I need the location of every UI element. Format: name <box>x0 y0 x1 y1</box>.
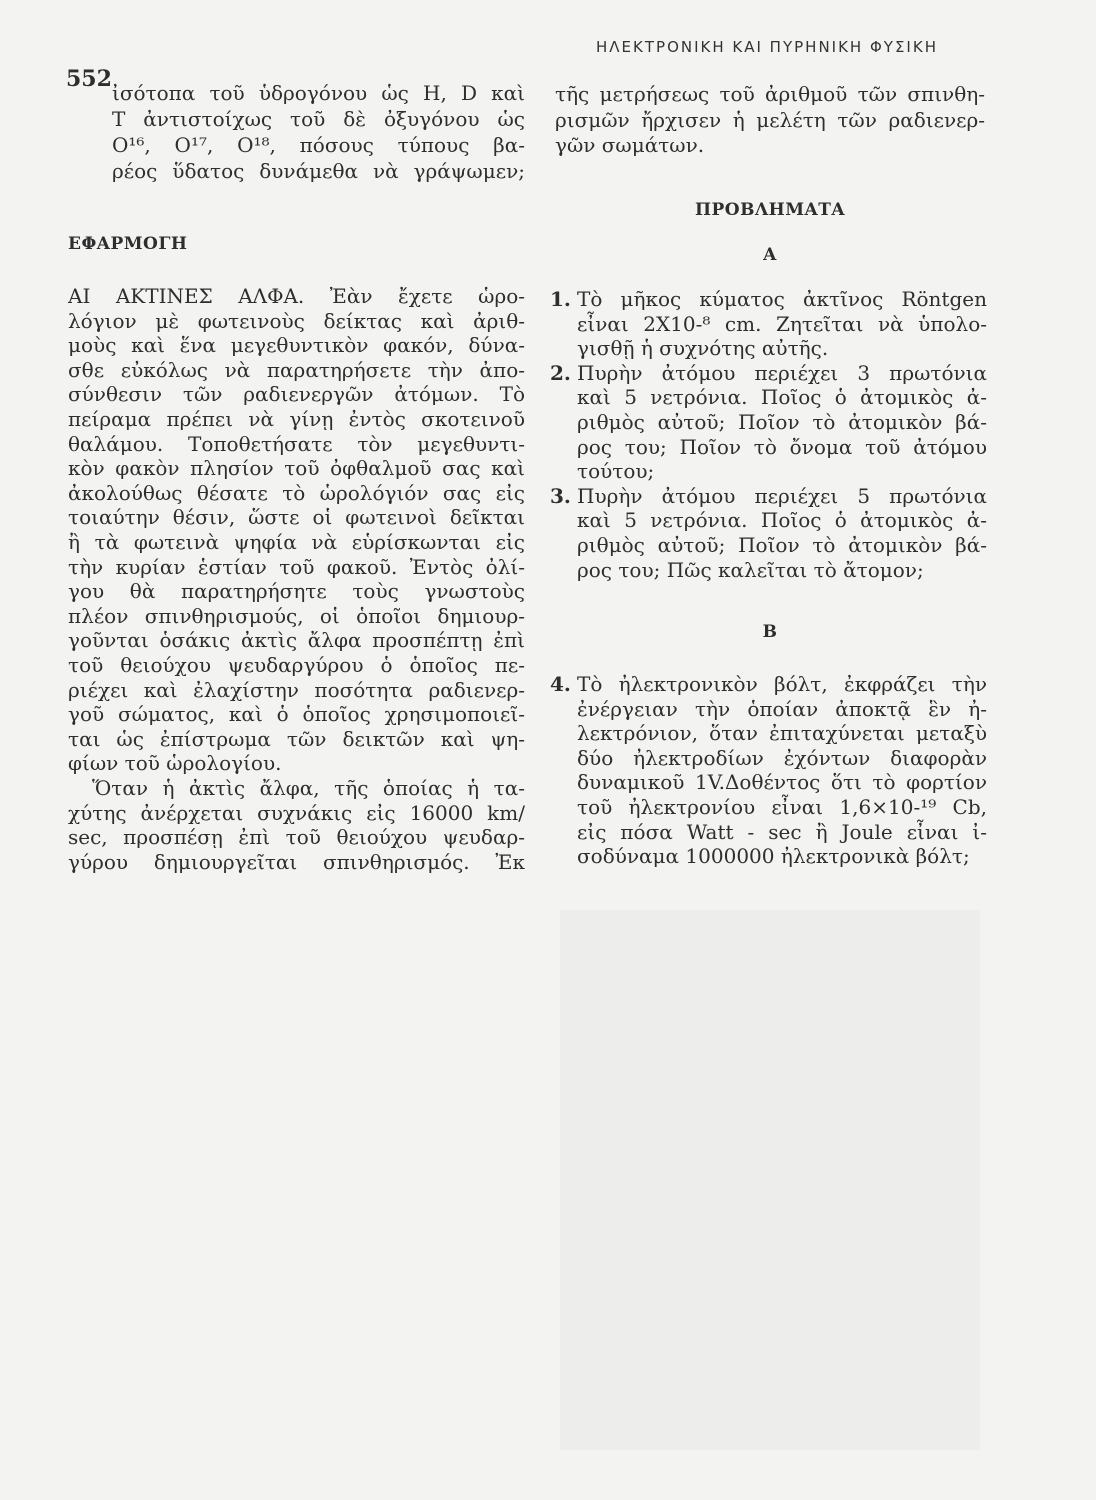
text-line: ἀκολούθως θέσατε τὸ ὡρολόγιόν σας εἰς <box>68 480 525 505</box>
text-line: γου θὰ παρατηρήσητε τοὺς γνωστοὺς <box>68 579 525 604</box>
text-line: τοῦ θειούχου ψευδαργύρου ὁ ὁποῖος πε- <box>68 652 525 677</box>
text-line: sec, προσπέσῃ ἐπὶ τοῦ θειούχου ψευδαρ- <box>68 825 525 850</box>
text-line: φίων τοῦ ὡρολογίου. <box>68 751 282 776</box>
text-line: τοῦ ἠλεκτρονίου εἶναι 1,6×10-¹⁹ Cb, <box>577 794 987 819</box>
text-line: τὴν κυρίαν ἑστίαν τοῦ φακοῦ. Ἐντὸς ὀλί- <box>68 554 525 579</box>
text-line: Τὸ ἠλεκτρονικὸν βόλτ, ἐκφράζει τὴν <box>577 672 987 696</box>
text-line: δυναμικοῦ 1V.Δοθέντος ὅτι τὸ φορτίον <box>577 770 987 795</box>
text-line: εἶναι 2X10-⁸ cm. Ζητεῖται νὰ ὑπολο- <box>577 311 987 336</box>
text-line: Ὅταν ἡ ἀκτὶς ἄλφα, τῆς ὁποίας ἡ τα- <box>92 776 525 800</box>
text-line: τῆς μετρήσεως τοῦ ἀριθμοῦ τῶν σπινθη- <box>555 82 985 106</box>
problems-group-a <box>550 287 987 582</box>
text-line: O¹⁶, O¹⁷, O¹⁸, πόσους τύπους βα- <box>112 133 525 157</box>
text-line: ρος του; Πῶς καλεῖται τὸ ἄτομον; <box>577 557 924 582</box>
text-line: τοιαύτην θέσιν, ὥστε οἱ φωτεινοὶ δεῖκται <box>68 505 525 530</box>
text-line: λεκτρόνιον, ὅταν ἐπιταχύνεται μεταξὺ <box>577 721 987 746</box>
text-line: γοῦ σώματος, καὶ ὁ ὁποῖος χρησιμοποιεῖ- <box>68 702 525 727</box>
text-line: T ἀντιστοίχως τοῦ δὲ ὀξυγόνου ὡς <box>112 107 525 131</box>
text-line: γῶν σωμάτων. <box>555 133 705 157</box>
text-line: ΑΙ ΑΚΤΙΝΕΣ ΑΛΦΑ. Ἐὰν ἔχετε ὡρο- <box>68 284 525 308</box>
text-line: τούτου; <box>577 459 655 484</box>
problem-item <box>550 287 987 361</box>
group-a-label: Α <box>763 245 777 265</box>
text-line: χύτης ἀνέρχεται συχνάκις εἰς 16000 km/ <box>68 800 525 825</box>
text-line: ρος του; Ποῖον τὸ ὄνομα τοῦ ἀτόμου <box>577 434 987 459</box>
problem-number: 1. <box>550 287 571 311</box>
text-line: ἰσότοπα τοῦ ὑδρογόνου ὡς H, D καὶ <box>112 81 525 105</box>
problem-item <box>550 672 987 869</box>
problem-number: 3. <box>550 483 571 508</box>
text-line: σοδύναμα 1000000 ἠλεκτρονικὰ βόλτ; <box>577 844 970 869</box>
group-b-label: Β <box>762 622 778 642</box>
text-line: εἰς πόσα Watt - sec ἢ Joule εἶναι ἰ- <box>577 819 987 844</box>
text-line: θαλάμου. Τοποθετήσατε τὸν μεγεθυντι- <box>68 431 525 456</box>
text-line: γισθῇ ἡ συχνότης αὐτῆς. <box>577 336 829 361</box>
paragraph-alpha-rays <box>68 284 525 776</box>
text-line: ἢ τὰ φωτεινὰ ψηφία νὰ εὑρίσκωνται εἰς <box>68 529 525 554</box>
text-line: Τὸ μῆκος κύματος ἀκτῖνος Röntgen <box>577 287 987 311</box>
problem-number: 2. <box>550 360 571 385</box>
text-line: σθε εὐκόλως νὰ παρατηρήσετε τὴν ἀπο- <box>68 357 525 382</box>
text-line: λόγιον μὲ φωτεινοὺς δείκτας καὶ ἀριθ- <box>68 308 525 333</box>
text-line: Πυρὴν ἀτόμου περιέχει 5 πρωτόνια <box>577 483 987 508</box>
problems-group-b <box>550 672 987 869</box>
page-number: 552 <box>66 66 112 92</box>
paragraph-scintillation <box>68 776 525 874</box>
text-line: ται ὡς ἐπίστρωμα τῶν δεικτῶν καὶ ψη- <box>68 726 525 751</box>
section-heading: ΕΦΑΡΜΟΓΗ <box>68 234 188 254</box>
text-line: γοῦνται ὁσάκις ἀκτὶς ἄλφα προσπέπτῃ ἐπὶ <box>68 628 525 653</box>
problems-heading: ΠΡΟΒΛΗΜΑΤΑ <box>694 200 846 220</box>
text-line: καὶ 5 νετρόνια. Ποῖος ὁ ἀτομικὸς ἀ- <box>577 508 987 533</box>
text-line: Πυρὴν ἀτόμου περιέχει 3 πρωτόνια <box>577 360 987 385</box>
text-line: ριέχει καὶ ἐλαχίστην ποσότητα ραδιενερ- <box>68 677 525 702</box>
text-line: πλέον σπινθηρισμούς, οἱ ὁποῖοι δημιουρ- <box>68 603 525 628</box>
problem-number: 4. <box>550 672 571 696</box>
text-line: ἐνέργειαν τὴν ὁποίαν ἀποκτᾷ ἓν ἠ- <box>577 696 987 721</box>
text-line: σύνθεσιν τῶν ραδιενεργῶν ἀτόμων. Τὸ <box>68 382 525 407</box>
intro-paragraph <box>112 80 525 184</box>
continuation-paragraph <box>555 82 985 159</box>
show-through-shadow <box>560 910 980 1450</box>
running-head: ΗΛΕΚΤΡΟΝΙΚΗ ΚΑΙ ΠΥΡΗΝΙΚΗ ΦΥΣΙΚΗ <box>596 38 938 56</box>
problem-item <box>550 360 987 484</box>
text-line: ρισμῶν ἤρχισεν ἡ μελέτη τῶν ραδιενερ- <box>555 107 985 132</box>
text-line: γύρου δημιουργεῖται σπινθηρισμός. Ἐκ <box>68 849 525 874</box>
text-line: μοὺς καὶ ἕνα μεγεθυντικὸν φακόν, δύνα- <box>68 333 525 358</box>
text-line: δύο ἠλεκτροδίων ἐχόντων διαφορὰν <box>577 745 987 770</box>
text-line: ρέος ὕδατος δυνάμεθα νὰ γράψωμεν; <box>112 159 525 183</box>
text-line: ριθμὸς αὐτοῦ; Ποῖον τὸ ἀτομικὸν βά- <box>577 532 987 557</box>
text-line: ριθμὸς αὐτοῦ; Ποῖον τὸ ἀτομικὸν βά- <box>577 409 987 434</box>
problem-item <box>550 483 987 582</box>
text-line: πείραμα πρέπει νὰ γίνῃ ἐντὸς σκοτεινοῦ <box>68 406 525 431</box>
text-line: καὶ 5 νετρόνια. Ποῖος ὁ ἀτομικὸς ἀ- <box>577 385 987 410</box>
text-line: κὸν φακὸν πλησίον τοῦ ὀφθαλμοῦ σας καὶ <box>68 456 525 481</box>
